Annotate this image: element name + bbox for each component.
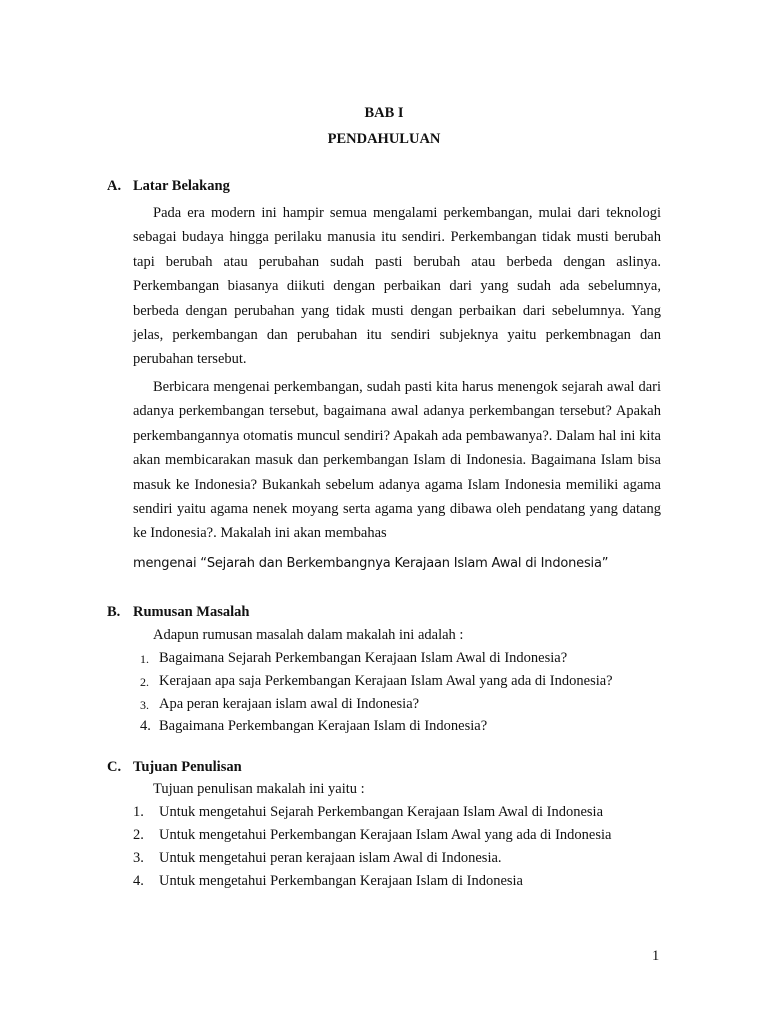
section-c-label: C. [107, 759, 122, 775]
section-a-label: A. [107, 178, 122, 194]
list-text: Untuk mengetahui Perkembangan Kerajaan Islam di Indonesia [159, 873, 523, 889]
list-text: Kerajaan apa saja Perkembangan Kerajaan Islam Awal yang ada di Indonesia? [159, 673, 613, 689]
section-c-title: Tujuan Penulisan [133, 759, 242, 775]
list-number: 1. [133, 804, 144, 820]
list-number: 3. [133, 850, 144, 866]
list-number: 2. [133, 827, 144, 843]
section-a-paragraph-2: Berbicara mengenai perkembangan, sudah pasti kita harus menengok sejarah awal dari adanya perkembangan tersebut, bagaimana awal adanya perkembangan tersebut? Apakah perkembangannya otomatis muncul sendiri? Apakah ada pembawanya?. Dalam hal ini kita akan membicarakan masuk dan perkembangan Islam di Indonesia. Bagaimana Islam bisa masuk ke Indonesia? Bukankah sebelum adanya agama Islam Indonesia memiliki agama sendiri yaitu agama nenek moyang serta agama yang dibawa oleh pendatang yang datang ke Indonesia?. Makalah ini akan membahas [133, 379, 661, 542]
list-number: 4. [140, 718, 151, 734]
chapter-label: BAB I [364, 105, 404, 121]
list-text: Apa peran kerajaan islam awal di Indonesia? [159, 696, 420, 712]
list-number: 4. [133, 873, 144, 889]
section-a-paragraph-1: Pada era modern ini hampir semua mengalami perkembangan, mulai dari teknologi sebagai budaya hingga perilaku manusia itu sendiri. Perkembangan tidak musti berubah tapi berubah atau perubahan sudah pasti berubah atau berbeda dengan aslinya. Perkembangan biasanya diikuti dengan perbaikan dari yang sudah ada sebelumnya, berbeda dengan perubahan yang tidak musti dengan perbaikan dari sebelumnya. Yang jelas, perkembangan dan perubahan itu sendiri subjeknya yaitu perkembnagan dan perubahan tersebut. [133, 205, 661, 368]
list-number: 1. [140, 652, 149, 666]
page-number: 1 [652, 948, 660, 964]
list-number: 3. [140, 698, 149, 712]
list-text: Bagaimana Perkembangan Kerajaan Islam di Indonesia? [159, 718, 488, 734]
section-b-intro: Adapun rumusan masalah dalam makalah ini adalah : [153, 627, 464, 643]
section-b-title: Rumusan Masalah [133, 604, 250, 620]
list-text: Untuk mengetahui Perkembangan Kerajaan Islam Awal yang ada di Indonesia [159, 827, 612, 843]
list-number: 2. [140, 675, 149, 689]
section-c-intro: Tujuan penulisan makalah ini yaitu : [153, 781, 365, 797]
list-text: Bagaimana Sejarah Perkembangan Kerajaan Islam Awal di Indonesia? [159, 650, 568, 666]
section-b-label: B. [107, 604, 121, 620]
section-a-paragraph-2-last-line: mengenai “Sejarah dan Berkembangnya Kerajaan Islam Awal di Indonesia” [133, 556, 609, 571]
section-a-title: Latar Belakang [133, 178, 230, 194]
chapter-title: PENDAHULUAN [327, 131, 441, 147]
list-text: Untuk mengetahui peran kerajaan islam Awal di Indonesia. [159, 850, 502, 866]
list-text: Untuk mengetahui Sejarah Perkembangan Kerajaan Islam Awal di Indonesia [159, 804, 603, 820]
